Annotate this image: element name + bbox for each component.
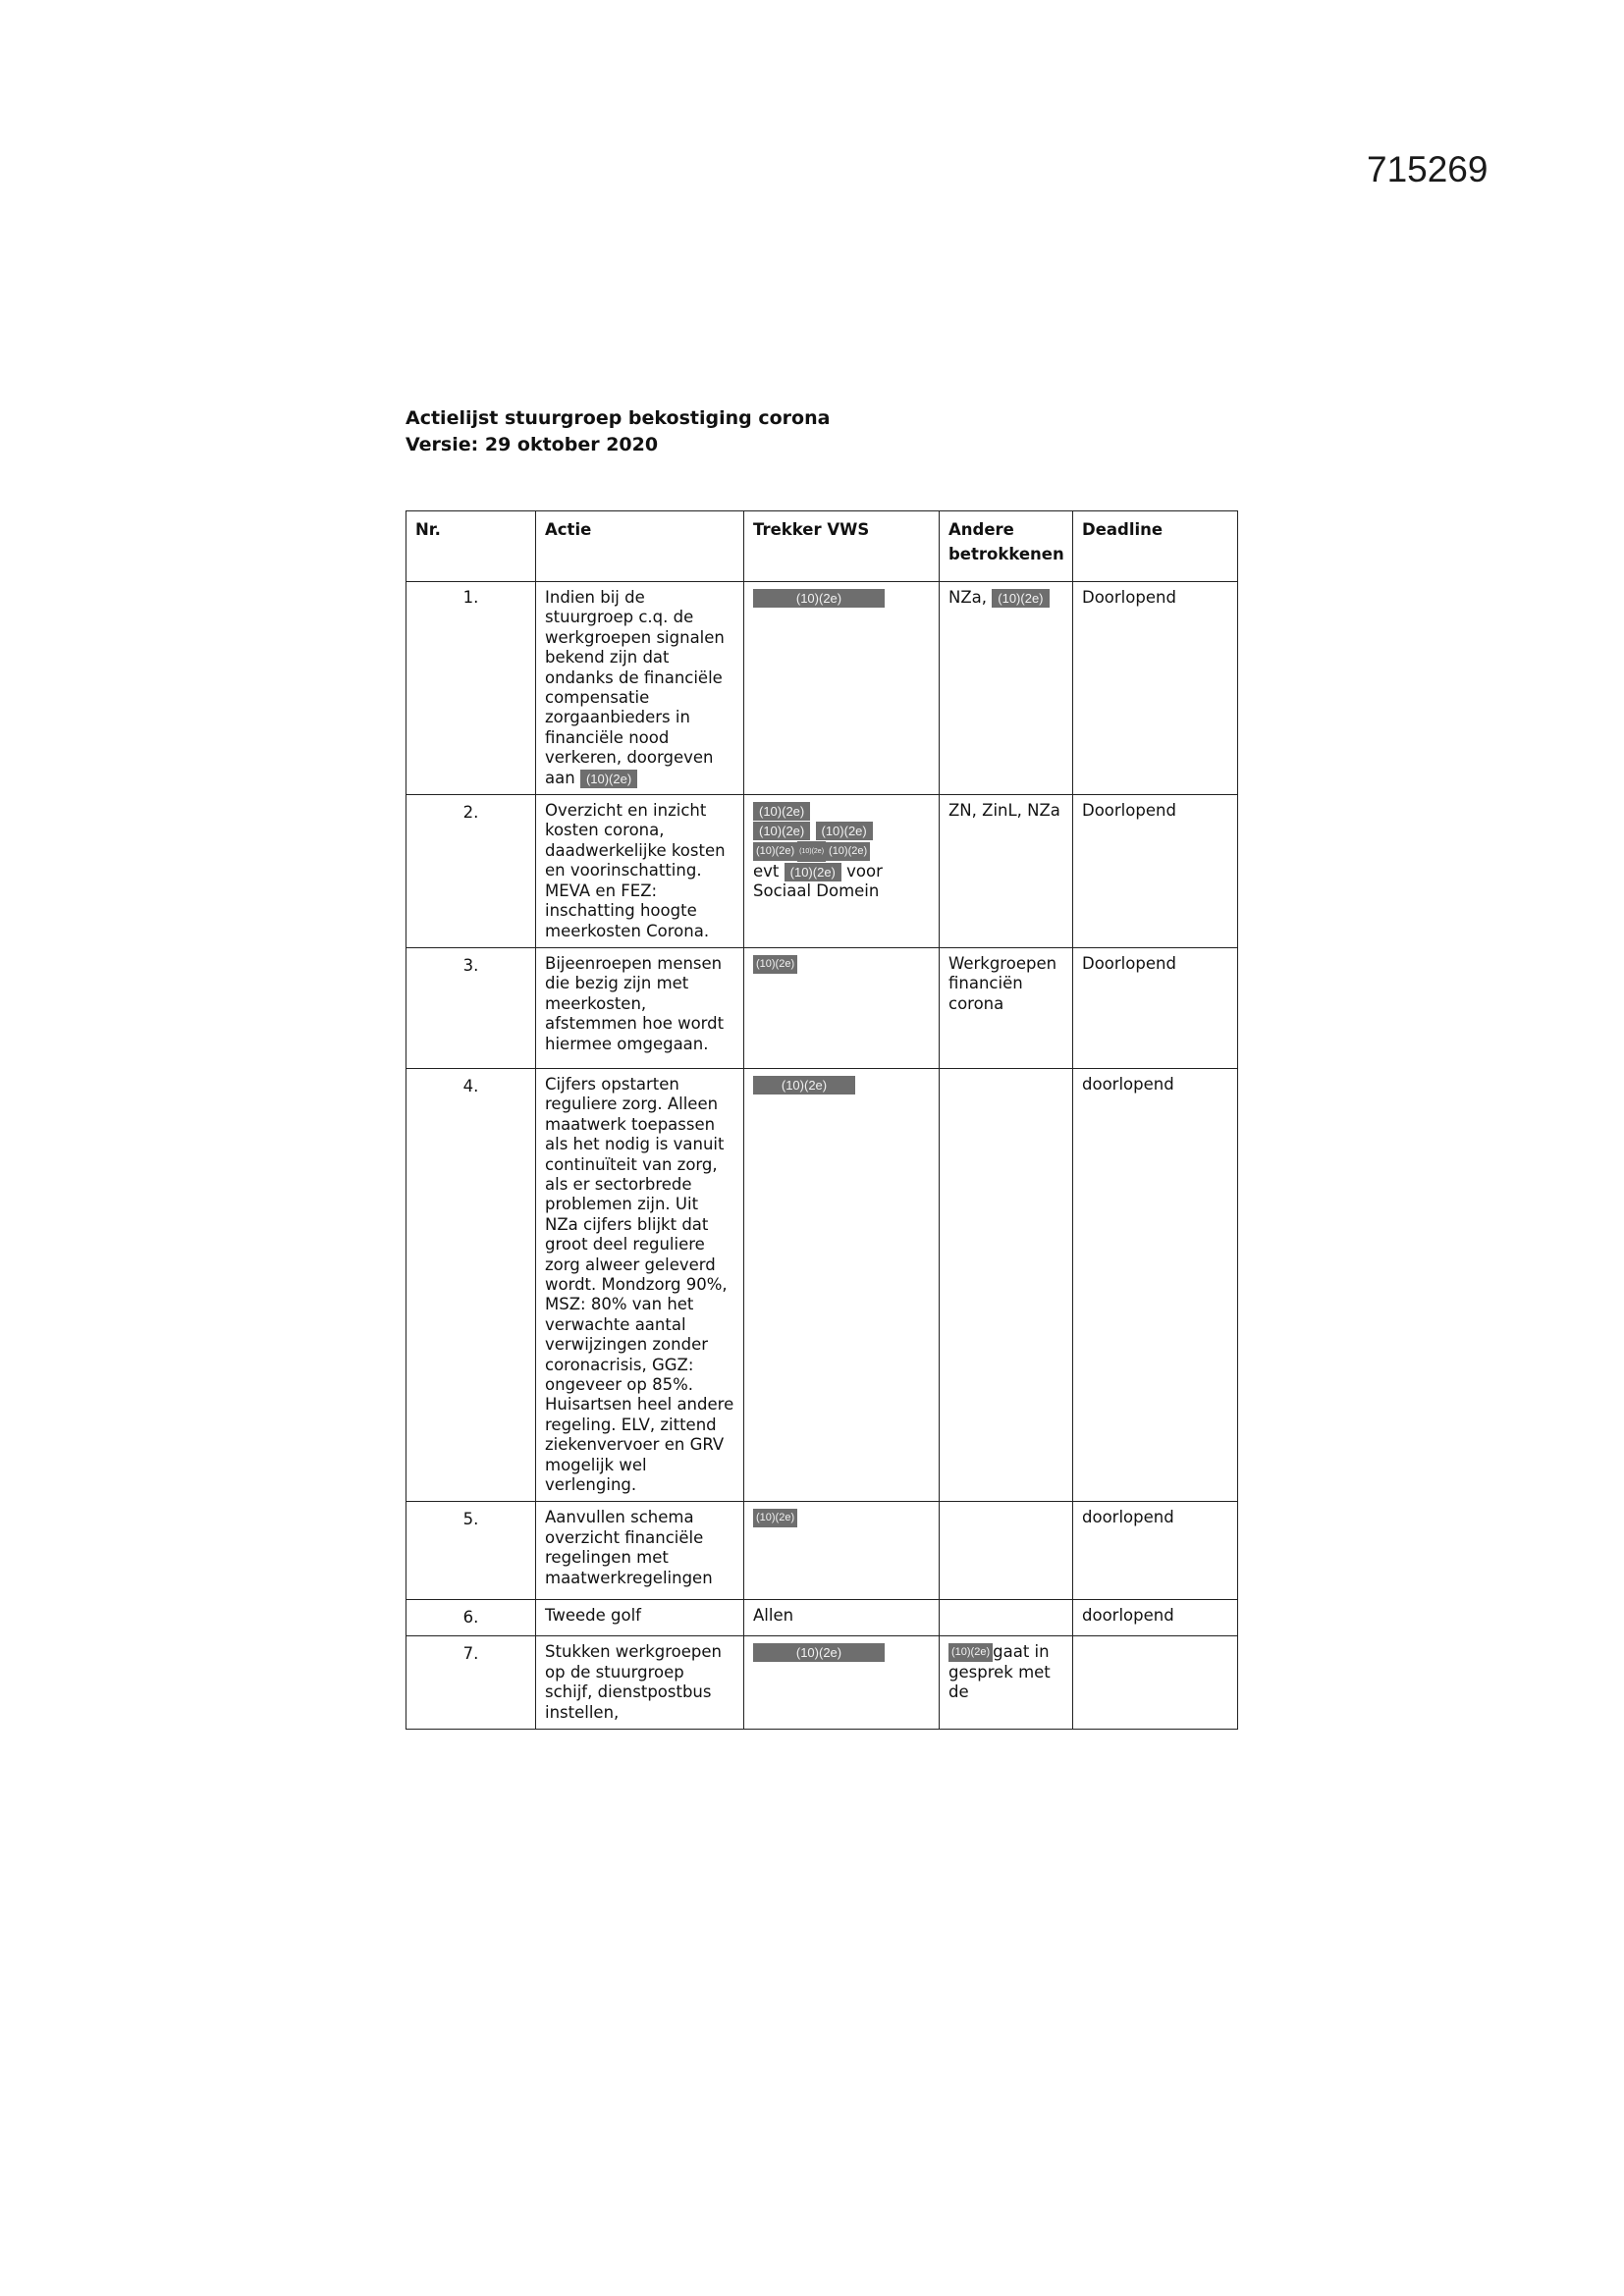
row-deadline: doorlopend	[1073, 1068, 1238, 1502]
title-line-2: Versie: 29 oktober 2020	[406, 434, 659, 455]
row-actie: Aanvullen schema overzicht financiële regelingen met maatwerkregelingen	[536, 1502, 744, 1600]
redaction-box: (10)(2e)	[948, 1643, 993, 1662]
actie-text: Indien bij de stuurgroep c.q. de werkgroepen signalen bekend zijn dat ondanks de financiële compensatie zorgaanbieders in financiële nood verkeren, doorgeven aan	[545, 588, 725, 787]
row-actie: Bijeenroepen mensen die bezig zijn met meerkosten, afstemmen hoe wordt hiermee omgegaan.	[536, 947, 744, 1068]
row-actie: Cijfers opstarten reguliere zorg. Alleen maatwerk toepassen als het nodig is vanuit continuïteit van zorg, als er sectorbrede problemen zijn. Uit NZa cijfers blijkt dat groot deel reguliere zorg alweer geleverd wordt. Mondzorg 90%, MSZ: 80% van het verwachte aantal verwijzingen zonder coronacrisis, GGZ: ongeveer op 85%. Huisartsen heel andere regeling. ELV, zittend ziekenvervoer en GRV mogelijk wel verlenging.	[536, 1068, 744, 1502]
row-nr: 5.	[406, 1502, 536, 1600]
redaction-box: (10)(2e)	[753, 1509, 797, 1527]
row-deadline: Doorlopend	[1073, 795, 1238, 948]
row-deadline	[1073, 1636, 1238, 1730]
row-deadline: doorlopend	[1073, 1600, 1238, 1636]
redaction-box: (10)(2e)	[753, 822, 810, 840]
row-actie: Overzicht en inzicht kosten corona, daadwerkelijke kosten en voorinschatting. MEVA en FEZ: inschatting hoogte meerkosten Corona.	[536, 795, 744, 948]
table-header-row	[406, 511, 1238, 582]
row-trekker	[744, 1068, 940, 1502]
document-title	[406, 405, 830, 458]
redaction-box: (10)(2e)	[816, 822, 873, 840]
row-deadline: Doorlopend	[1073, 947, 1238, 1068]
table-row	[406, 1636, 1238, 1730]
row-actie: Stukken werkgroepen op de stuurgroep schijf, dienstpostbus instellen,	[536, 1636, 744, 1730]
redaction-box: (10)(2e)	[753, 955, 797, 974]
redaction-box: (10)(2e)	[785, 863, 841, 881]
action-table	[406, 510, 1238, 1730]
table-row	[406, 582, 1238, 795]
redaction-box: (10)(2e)	[797, 841, 826, 862]
row-nr: 6.	[406, 1600, 536, 1636]
row-nr: 3.	[406, 947, 536, 1068]
row-actie: Tweede golf	[536, 1600, 744, 1636]
row-trekker	[744, 795, 940, 948]
row-nr: 7.	[406, 1636, 536, 1730]
row-trekker	[744, 1636, 940, 1730]
redaction-box: (10)(2e)	[992, 589, 1049, 608]
redaction-box: (10)(2e)	[753, 802, 810, 821]
document-number: 715269	[1367, 149, 1489, 189]
trekker-text: voor Sociaal Domein	[753, 861, 883, 901]
andere-text: NZa,	[948, 588, 988, 607]
redaction-box: (10)(2e)	[753, 842, 797, 861]
redaction-box: (10)(2e)	[753, 1076, 855, 1095]
table-row	[406, 1068, 1238, 1502]
table-row	[406, 795, 1238, 948]
redaction-box: (10)(2e)	[753, 1643, 885, 1662]
row-andere: Werkgroepen financiën corona	[940, 947, 1073, 1068]
redaction-box: (10)(2e)	[826, 842, 870, 861]
header-andere: Andere betrokkenen	[940, 511, 1073, 582]
andere-text: gaat in gesprek met de	[948, 1642, 1051, 1702]
row-actie	[536, 582, 744, 795]
row-andere	[940, 1636, 1073, 1730]
redaction-box: (10)(2e)	[753, 589, 885, 608]
row-nr: 4.	[406, 1068, 536, 1502]
row-trekker: Allen	[744, 1600, 940, 1636]
row-andere: ZN, ZinL, NZa	[940, 795, 1073, 948]
trekker-text: evt	[753, 861, 780, 881]
row-deadline: Doorlopend	[1073, 582, 1238, 795]
row-trekker	[744, 947, 940, 1068]
row-deadline: doorlopend	[1073, 1502, 1238, 1600]
header-nr: Nr.	[406, 511, 536, 582]
table-row	[406, 947, 1238, 1068]
row-trekker	[744, 582, 940, 795]
row-andere	[940, 1502, 1073, 1600]
header-deadline: Deadline	[1073, 511, 1238, 582]
table-row	[406, 1502, 1238, 1600]
row-nr: 1.	[406, 582, 536, 795]
row-andere	[940, 582, 1073, 795]
row-andere	[940, 1600, 1073, 1636]
title-line-1: Actielijst stuurgroep bekostiging corona	[406, 407, 831, 429]
header-trekker: Trekker VWS	[744, 511, 940, 582]
redaction-box: (10)(2e)	[580, 770, 637, 788]
row-trekker	[744, 1502, 940, 1600]
row-andere	[940, 1068, 1073, 1502]
header-actie: Actie	[536, 511, 744, 582]
table-row	[406, 1600, 1238, 1636]
row-nr: 2.	[406, 795, 536, 948]
